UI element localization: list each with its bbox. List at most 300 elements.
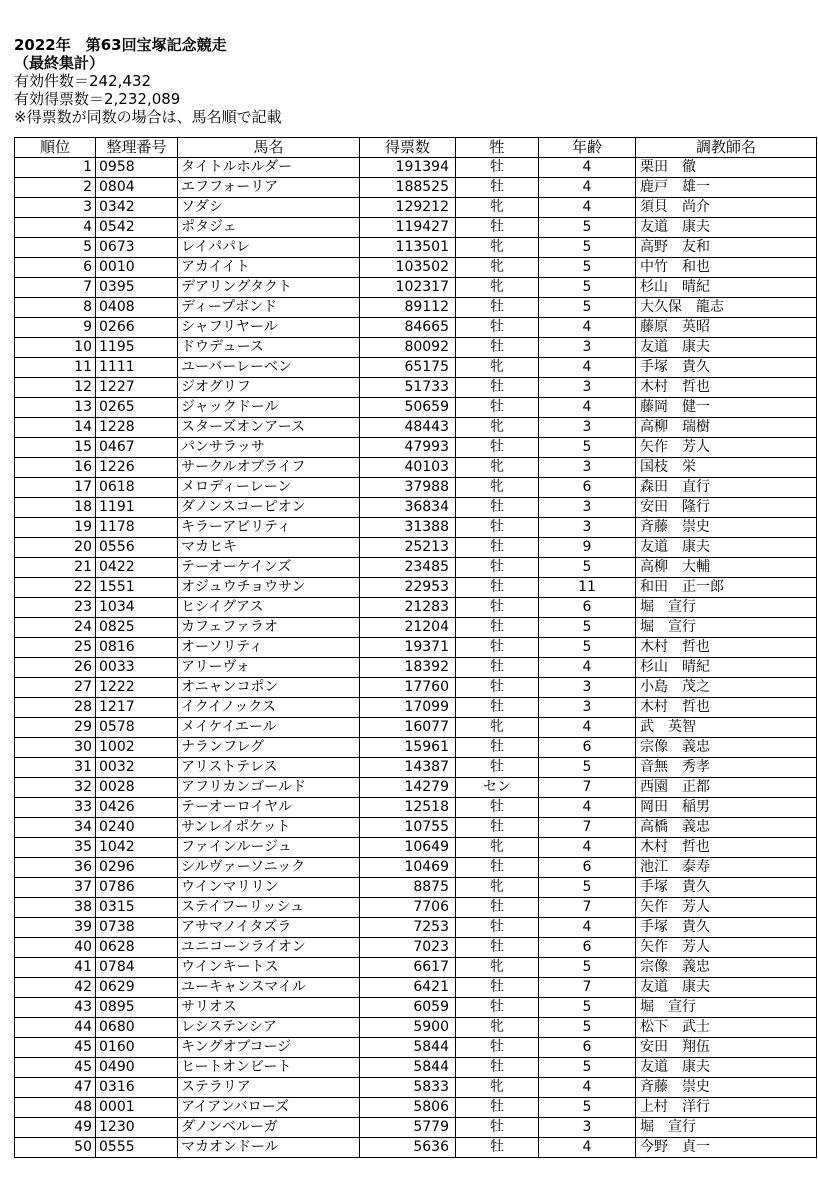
table-row bbox=[15, 338, 817, 358]
cell-votes: 5806 bbox=[360, 1098, 456, 1118]
cell-sex: 牝 bbox=[456, 458, 539, 478]
cell-horse-name: ヒートオンビート bbox=[178, 1058, 360, 1078]
cell-trainer: 西園 正都 bbox=[636, 778, 817, 798]
cell-horse-name: オーソリティ bbox=[178, 638, 360, 658]
cell-entry-number: 1226 bbox=[96, 458, 178, 478]
cell-trainer: 木村 哲也 bbox=[636, 698, 817, 718]
cell-horse-name: キングオブコージ bbox=[178, 1038, 360, 1058]
cell-sex: 牝 bbox=[456, 418, 539, 438]
cell-rank: 19 bbox=[15, 518, 96, 538]
cell-sex: 牡 bbox=[456, 1098, 539, 1118]
cell-votes: 7023 bbox=[360, 938, 456, 958]
table-row bbox=[15, 838, 817, 858]
cell-sex: 牡 bbox=[456, 698, 539, 718]
cell-rank: 2 bbox=[15, 178, 96, 198]
cell-votes: 5844 bbox=[360, 1058, 456, 1078]
cell-rank: 30 bbox=[15, 738, 96, 758]
cell-horse-name: スターズオンアース bbox=[178, 418, 360, 438]
cell-age: 5 bbox=[539, 1018, 636, 1038]
cell-entry-number: 1551 bbox=[96, 578, 178, 598]
cell-trainer: 岡田 稲男 bbox=[636, 798, 817, 818]
cell-entry-number: 0618 bbox=[96, 478, 178, 498]
table-row bbox=[15, 578, 817, 598]
cell-votes: 15961 bbox=[360, 738, 456, 758]
cell-trainer: 友道 康夫 bbox=[636, 978, 817, 998]
cell-rank: 23 bbox=[15, 598, 96, 618]
cell-entry-number: 0578 bbox=[96, 718, 178, 738]
cell-horse-name: マカヒキ bbox=[178, 538, 360, 558]
cell-horse-name: ジャックドール bbox=[178, 398, 360, 418]
table-row bbox=[15, 938, 817, 958]
cell-age: 6 bbox=[539, 478, 636, 498]
table-row bbox=[15, 858, 817, 878]
cell-age: 5 bbox=[539, 558, 636, 578]
cell-sex: 牡 bbox=[456, 818, 539, 838]
table-row bbox=[15, 278, 817, 298]
table-row bbox=[15, 1038, 817, 1058]
table-row bbox=[15, 678, 817, 698]
cell-horse-name: デアリングタクト bbox=[178, 278, 360, 298]
cell-entry-number: 0160 bbox=[96, 1038, 178, 1058]
cell-trainer: 音無 秀孝 bbox=[636, 758, 817, 778]
cell-votes: 119427 bbox=[360, 218, 456, 238]
cell-sex: 牡 bbox=[456, 298, 539, 318]
cell-sex: 牡 bbox=[456, 318, 539, 338]
cell-trainer: 斉藤 崇史 bbox=[636, 518, 817, 538]
table-row bbox=[15, 618, 817, 638]
cell-votes: 25213 bbox=[360, 538, 456, 558]
cell-trainer: 上村 洋行 bbox=[636, 1098, 817, 1118]
cell-horse-name: ウインマリリン bbox=[178, 878, 360, 898]
cell-horse-name: サンレイポケット bbox=[178, 818, 360, 838]
results-table bbox=[14, 137, 817, 1158]
cell-votes: 89112 bbox=[360, 298, 456, 318]
cell-sex: 牝 bbox=[456, 478, 539, 498]
cell-age: 5 bbox=[539, 958, 636, 978]
table-row bbox=[15, 378, 817, 398]
cell-trainer: 国枝 栄 bbox=[636, 458, 817, 478]
cell-entry-number: 0816 bbox=[96, 638, 178, 658]
cell-rank: 27 bbox=[15, 678, 96, 698]
cell-horse-name: ヒシイグアス bbox=[178, 598, 360, 618]
cell-horse-name: メロディーレーン bbox=[178, 478, 360, 498]
cell-age: 6 bbox=[539, 1038, 636, 1058]
cell-age: 4 bbox=[539, 318, 636, 338]
cell-entry-number: 0265 bbox=[96, 398, 178, 418]
cell-horse-name: メイケイエール bbox=[178, 718, 360, 738]
cell-votes: 10755 bbox=[360, 818, 456, 838]
cell-horse-name: ダノンベルーガ bbox=[178, 1118, 360, 1138]
cell-rank: 42 bbox=[15, 978, 96, 998]
cell-trainer: 木村 哲也 bbox=[636, 638, 817, 658]
cell-age: 5 bbox=[539, 878, 636, 898]
cell-votes: 47993 bbox=[360, 438, 456, 458]
cell-votes: 22953 bbox=[360, 578, 456, 598]
cell-sex: 牡 bbox=[456, 998, 539, 1018]
cell-horse-name: テーオーロイヤル bbox=[178, 798, 360, 818]
cell-rank: 35 bbox=[15, 838, 96, 858]
table-row bbox=[15, 258, 817, 278]
cell-age: 4 bbox=[539, 198, 636, 218]
cell-entry-number: 1195 bbox=[96, 338, 178, 358]
table-row bbox=[15, 518, 817, 538]
cell-entry-number: 0032 bbox=[96, 758, 178, 778]
table-row bbox=[15, 818, 817, 838]
table-row bbox=[15, 418, 817, 438]
table-row bbox=[15, 398, 817, 418]
cell-horse-name: ソダシ bbox=[178, 198, 360, 218]
cell-trainer: 和田 正一郎 bbox=[636, 578, 817, 598]
cell-rank: 41 bbox=[15, 958, 96, 978]
cell-age: 6 bbox=[539, 598, 636, 618]
cell-age: 3 bbox=[539, 458, 636, 478]
cell-horse-name: パンサラッサ bbox=[178, 438, 360, 458]
cell-trainer: 手塚 貴久 bbox=[636, 878, 817, 898]
cell-sex: 牝 bbox=[456, 258, 539, 278]
cell-votes: 191394 bbox=[360, 158, 456, 178]
cell-entry-number: 1222 bbox=[96, 678, 178, 698]
table-row bbox=[15, 218, 817, 238]
cell-age: 5 bbox=[539, 1098, 636, 1118]
cell-age: 4 bbox=[539, 158, 636, 178]
cell-age: 3 bbox=[539, 518, 636, 538]
cell-sex: 牡 bbox=[456, 918, 539, 938]
cell-rank: 26 bbox=[15, 658, 96, 678]
cell-trainer: 武 英智 bbox=[636, 718, 817, 738]
cell-age: 7 bbox=[539, 978, 636, 998]
cell-age: 3 bbox=[539, 498, 636, 518]
cell-trainer: 矢作 芳人 bbox=[636, 938, 817, 958]
cell-entry-number: 0784 bbox=[96, 958, 178, 978]
cell-horse-name: ジオグリフ bbox=[178, 378, 360, 398]
cell-age: 5 bbox=[539, 618, 636, 638]
cell-trainer: 木村 哲也 bbox=[636, 378, 817, 398]
column-header-sex: 牲 bbox=[456, 138, 539, 158]
cell-trainer: 森田 直行 bbox=[636, 478, 817, 498]
cell-entry-number: 1191 bbox=[96, 498, 178, 518]
valid-count: 有効件数＝242,432 bbox=[14, 72, 152, 90]
cell-votes: 84665 bbox=[360, 318, 456, 338]
cell-sex: 牡 bbox=[456, 1038, 539, 1058]
cell-horse-name: カフェファラオ bbox=[178, 618, 360, 638]
cell-age: 4 bbox=[539, 658, 636, 678]
cell-entry-number: 0628 bbox=[96, 938, 178, 958]
cell-sex: 牡 bbox=[456, 1058, 539, 1078]
cell-trainer: 藤岡 健一 bbox=[636, 398, 817, 418]
cell-votes: 36834 bbox=[360, 498, 456, 518]
cell-trainer: 大久保 龍志 bbox=[636, 298, 817, 318]
cell-sex: 牝 bbox=[456, 358, 539, 378]
table-row bbox=[15, 798, 817, 818]
cell-rank: 48 bbox=[15, 1098, 96, 1118]
cell-sex: 牡 bbox=[456, 338, 539, 358]
cell-entry-number: 0958 bbox=[96, 158, 178, 178]
cell-rank: 37 bbox=[15, 878, 96, 898]
cell-entry-number: 0673 bbox=[96, 238, 178, 258]
cell-entry-number: 0629 bbox=[96, 978, 178, 998]
cell-sex: 牡 bbox=[456, 398, 539, 418]
cell-votes: 5779 bbox=[360, 1118, 456, 1138]
cell-trainer: 矢作 芳人 bbox=[636, 898, 817, 918]
cell-horse-name: オジュウチョウサン bbox=[178, 578, 360, 598]
cell-sex: 牝 bbox=[456, 1078, 539, 1098]
cell-age: 3 bbox=[539, 338, 636, 358]
cell-trainer: 友道 康夫 bbox=[636, 218, 817, 238]
cell-sex: 牡 bbox=[456, 618, 539, 638]
cell-sex: 牡 bbox=[456, 678, 539, 698]
cell-sex: 牡 bbox=[456, 1138, 539, 1158]
cell-rank: 36 bbox=[15, 858, 96, 878]
cell-rank: 50 bbox=[15, 1138, 96, 1158]
cell-age: 3 bbox=[539, 1118, 636, 1138]
cell-rank: 21 bbox=[15, 558, 96, 578]
cell-horse-name: アカイイト bbox=[178, 258, 360, 278]
cell-trainer: 堀 宣行 bbox=[636, 618, 817, 638]
cell-sex: 牝 bbox=[456, 718, 539, 738]
cell-entry-number: 0342 bbox=[96, 198, 178, 218]
cell-entry-number: 1042 bbox=[96, 838, 178, 858]
table-row bbox=[15, 898, 817, 918]
cell-votes: 6617 bbox=[360, 958, 456, 978]
cell-votes: 37988 bbox=[360, 478, 456, 498]
cell-rank: 39 bbox=[15, 918, 96, 938]
cell-votes: 80092 bbox=[360, 338, 456, 358]
cell-rank: 40 bbox=[15, 938, 96, 958]
cell-trainer: 手塚 貴久 bbox=[636, 358, 817, 378]
cell-trainer: 友道 康夫 bbox=[636, 538, 817, 558]
table-row bbox=[15, 738, 817, 758]
cell-votes: 7706 bbox=[360, 898, 456, 918]
cell-trainer: 木村 哲也 bbox=[636, 838, 817, 858]
cell-sex: 牡 bbox=[456, 498, 539, 518]
cell-sex: 牡 bbox=[456, 378, 539, 398]
cell-trainer: 堀 宣行 bbox=[636, 998, 817, 1018]
column-header-votes: 得票数 bbox=[360, 138, 456, 158]
cell-rank: 28 bbox=[15, 698, 96, 718]
cell-trainer: 宗像 義忠 bbox=[636, 738, 817, 758]
cell-age: 4 bbox=[539, 398, 636, 418]
cell-age: 4 bbox=[539, 918, 636, 938]
table-row bbox=[15, 1118, 817, 1138]
report-subtitle: （最終集計） bbox=[14, 54, 105, 72]
table-row bbox=[15, 958, 817, 978]
cell-sex: 牝 bbox=[456, 238, 539, 258]
cell-horse-name: マカオンドール bbox=[178, 1138, 360, 1158]
cell-sex: 牡 bbox=[456, 518, 539, 538]
column-header-trainer: 調教師名 bbox=[636, 138, 817, 158]
cell-age: 4 bbox=[539, 1138, 636, 1158]
cell-age: 4 bbox=[539, 358, 636, 378]
table-row bbox=[15, 358, 817, 378]
cell-entry-number: 0028 bbox=[96, 778, 178, 798]
cell-votes: 19371 bbox=[360, 638, 456, 658]
cell-horse-name: イクイノックス bbox=[178, 698, 360, 718]
table-row bbox=[15, 998, 817, 1018]
cell-rank: 13 bbox=[15, 398, 96, 418]
cell-sex: 牡 bbox=[456, 758, 539, 778]
tie-note: ※得票数が同数の場合は、馬名順で記載 bbox=[14, 108, 282, 126]
cell-rank: 38 bbox=[15, 898, 96, 918]
cell-age: 6 bbox=[539, 938, 636, 958]
cell-horse-name: ユニコーンライオン bbox=[178, 938, 360, 958]
cell-horse-name: ユーキャンスマイル bbox=[178, 978, 360, 998]
cell-trainer: 藤原 英昭 bbox=[636, 318, 817, 338]
cell-rank: 9 bbox=[15, 318, 96, 338]
cell-trainer: 高柳 瑞樹 bbox=[636, 418, 817, 438]
cell-votes: 103502 bbox=[360, 258, 456, 278]
cell-rank: 14 bbox=[15, 418, 96, 438]
cell-entry-number: 1228 bbox=[96, 418, 178, 438]
cell-trainer: 矢作 芳人 bbox=[636, 438, 817, 458]
cell-horse-name: エフフォーリア bbox=[178, 178, 360, 198]
cell-entry-number: 0296 bbox=[96, 858, 178, 878]
cell-age: 5 bbox=[539, 218, 636, 238]
cell-entry-number: 0422 bbox=[96, 558, 178, 578]
cell-trainer: 高橋 義忠 bbox=[636, 818, 817, 838]
report-header bbox=[14, 36, 814, 126]
cell-age: 5 bbox=[539, 258, 636, 278]
table-row bbox=[15, 778, 817, 798]
cell-sex: 牡 bbox=[456, 538, 539, 558]
table-row bbox=[15, 198, 817, 218]
cell-horse-name: サリオス bbox=[178, 998, 360, 1018]
cell-entry-number: 1002 bbox=[96, 738, 178, 758]
cell-rank: 44 bbox=[15, 1018, 96, 1038]
cell-rank: 7 bbox=[15, 278, 96, 298]
cell-sex: 牡 bbox=[456, 858, 539, 878]
cell-votes: 7253 bbox=[360, 918, 456, 938]
cell-sex: 牝 bbox=[456, 838, 539, 858]
cell-rank: 8 bbox=[15, 298, 96, 318]
cell-entry-number: 0010 bbox=[96, 258, 178, 278]
cell-age: 4 bbox=[539, 718, 636, 738]
cell-rank: 33 bbox=[15, 798, 96, 818]
table-row bbox=[15, 498, 817, 518]
cell-votes: 50659 bbox=[360, 398, 456, 418]
cell-horse-name: サークルオブライフ bbox=[178, 458, 360, 478]
cell-votes: 5900 bbox=[360, 1018, 456, 1038]
cell-age: 9 bbox=[539, 538, 636, 558]
cell-age: 7 bbox=[539, 778, 636, 798]
table-row bbox=[15, 1138, 817, 1158]
cell-votes: 21283 bbox=[360, 598, 456, 618]
cell-horse-name: シャフリヤール bbox=[178, 318, 360, 338]
cell-votes: 10469 bbox=[360, 858, 456, 878]
cell-trainer: 手塚 貴久 bbox=[636, 918, 817, 938]
cell-sex: セン bbox=[456, 778, 539, 798]
cell-votes: 14387 bbox=[360, 758, 456, 778]
cell-entry-number: 0804 bbox=[96, 178, 178, 198]
cell-horse-name: アイアンバローズ bbox=[178, 1098, 360, 1118]
cell-votes: 6421 bbox=[360, 978, 456, 998]
cell-entry-number: 0556 bbox=[96, 538, 178, 558]
cell-age: 5 bbox=[539, 1058, 636, 1078]
table-row bbox=[15, 918, 817, 938]
cell-votes: 48443 bbox=[360, 418, 456, 438]
cell-horse-name: ディープボンド bbox=[178, 298, 360, 318]
cell-sex: 牡 bbox=[456, 158, 539, 178]
table-row bbox=[15, 718, 817, 738]
cell-trainer: 宗像 義忠 bbox=[636, 958, 817, 978]
cell-votes: 17760 bbox=[360, 678, 456, 698]
cell-rank: 45 bbox=[15, 1058, 96, 1078]
cell-entry-number: 0555 bbox=[96, 1138, 178, 1158]
cell-horse-name: ダノンスコーピオン bbox=[178, 498, 360, 518]
cell-rank: 47 bbox=[15, 1078, 96, 1098]
cell-sex: 牡 bbox=[456, 558, 539, 578]
cell-trainer: 須貝 尚介 bbox=[636, 198, 817, 218]
table-row bbox=[15, 1018, 817, 1038]
table-row bbox=[15, 538, 817, 558]
cell-trainer: 小島 茂之 bbox=[636, 678, 817, 698]
cell-age: 7 bbox=[539, 898, 636, 918]
cell-sex: 牡 bbox=[456, 598, 539, 618]
cell-age: 5 bbox=[539, 758, 636, 778]
cell-votes: 8875 bbox=[360, 878, 456, 898]
table-row bbox=[15, 638, 817, 658]
cell-rank: 24 bbox=[15, 618, 96, 638]
cell-age: 6 bbox=[539, 858, 636, 878]
cell-rank: 45 bbox=[15, 1038, 96, 1058]
cell-votes: 113501 bbox=[360, 238, 456, 258]
cell-entry-number: 0825 bbox=[96, 618, 178, 638]
cell-entry-number: 0426 bbox=[96, 798, 178, 818]
cell-votes: 51733 bbox=[360, 378, 456, 398]
cell-rank: 18 bbox=[15, 498, 96, 518]
cell-sex: 牡 bbox=[456, 218, 539, 238]
cell-horse-name: シルヴァーソニック bbox=[178, 858, 360, 878]
cell-age: 3 bbox=[539, 418, 636, 438]
cell-age: 5 bbox=[539, 298, 636, 318]
cell-age: 5 bbox=[539, 998, 636, 1018]
cell-votes: 188525 bbox=[360, 178, 456, 198]
cell-sex: 牝 bbox=[456, 1018, 539, 1038]
cell-horse-name: アリストテレス bbox=[178, 758, 360, 778]
cell-trainer: 友道 康夫 bbox=[636, 338, 817, 358]
cell-trainer: 堀 宣行 bbox=[636, 598, 817, 618]
cell-votes: 102317 bbox=[360, 278, 456, 298]
cell-sex: 牡 bbox=[456, 658, 539, 678]
cell-horse-name: ファインルージュ bbox=[178, 838, 360, 858]
table-row bbox=[15, 1058, 817, 1078]
cell-entry-number: 0786 bbox=[96, 878, 178, 898]
table-row bbox=[15, 318, 817, 338]
cell-age: 5 bbox=[539, 638, 636, 658]
cell-rank: 22 bbox=[15, 578, 96, 598]
cell-entry-number: 0490 bbox=[96, 1058, 178, 1078]
cell-entry-number: 0316 bbox=[96, 1078, 178, 1098]
cell-rank: 43 bbox=[15, 998, 96, 1018]
cell-horse-name: キラーアビリティ bbox=[178, 518, 360, 538]
table-row bbox=[15, 158, 817, 178]
cell-horse-name: タイトルホルダー bbox=[178, 158, 360, 178]
cell-entry-number: 0680 bbox=[96, 1018, 178, 1038]
cell-age: 5 bbox=[539, 238, 636, 258]
cell-votes: 14279 bbox=[360, 778, 456, 798]
cell-trainer: 栗田 徹 bbox=[636, 158, 817, 178]
column-header-horse-name: 馬名 bbox=[178, 138, 360, 158]
cell-trainer: 高野 友和 bbox=[636, 238, 817, 258]
table-row bbox=[15, 698, 817, 718]
table-row bbox=[15, 1098, 817, 1118]
cell-age: 4 bbox=[539, 798, 636, 818]
cell-age: 3 bbox=[539, 698, 636, 718]
cell-trainer: 高柳 大輔 bbox=[636, 558, 817, 578]
cell-entry-number: 1230 bbox=[96, 1118, 178, 1138]
cell-rank: 32 bbox=[15, 778, 96, 798]
cell-sex: 牝 bbox=[456, 958, 539, 978]
cell-rank: 12 bbox=[15, 378, 96, 398]
